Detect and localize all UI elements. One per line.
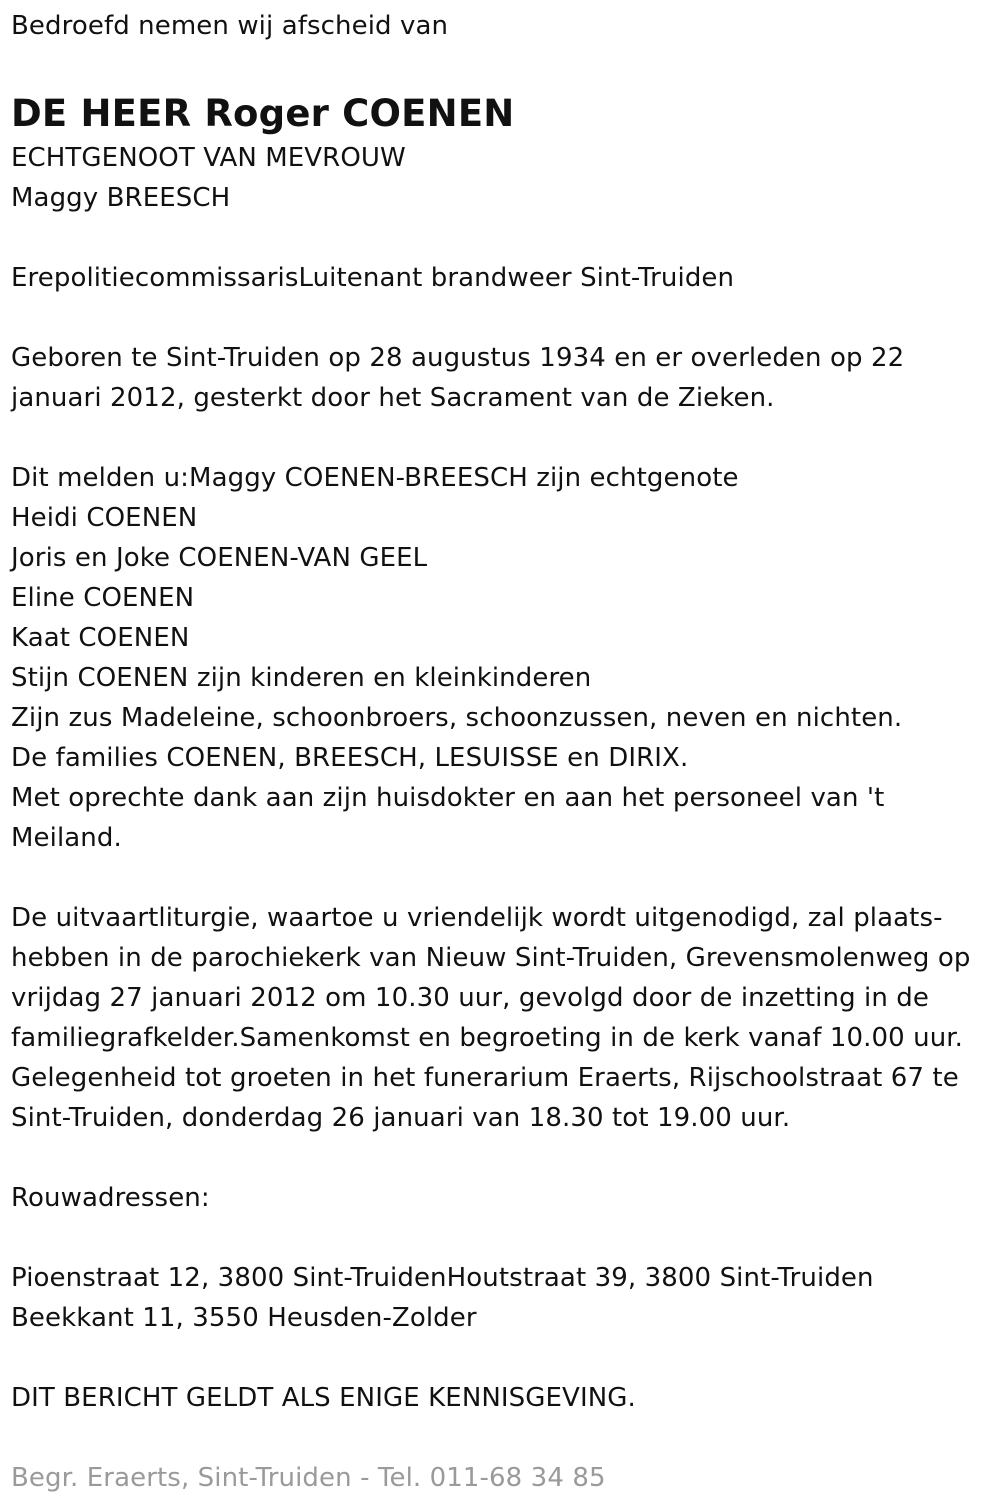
funeral-home-footer: Begr. Eraerts, Sint-Truiden - Tel. 011-68 34 85 [11, 1463, 606, 1493]
birth-death-line: januari 2012, gesterkt door het Sacrament van de Zieken. [11, 383, 775, 413]
birth-death-line: Geboren te Sint-Truiden op 28 augustus 1934 en er overleden op 22 [11, 343, 905, 373]
funeral-line: Sint-Truiden, donderdag 26 januari van 18.30 tot 19.00 uur. [11, 1103, 791, 1133]
funeral-section [11, 898, 991, 1138]
announcer-line: Joris en Joke COENEN-VAN GEEL [11, 543, 428, 573]
announcer-line: Dit melden u:Maggy COENEN-BREESCH zijn echtgenote [11, 463, 739, 493]
announcer-line: Stijn COENEN zijn kinderen en kleinkinderen [11, 663, 592, 693]
announcer-line: Meiland. [11, 823, 122, 853]
spacer [11, 1418, 991, 1458]
spouse-label: ECHTGENOOT VAN MEVROUW [11, 143, 406, 173]
funeral-line: De uitvaartliturgie, waartoe u vriendelijk wordt uitgenodigd, zal plaats- [11, 903, 943, 933]
announcer-line: Met oprechte dank aan zijn huisdokter en aan het personeel van 't [11, 783, 885, 813]
spacer [11, 1338, 991, 1378]
funeral-line: familiegrafkelder.Samenkomst en begroeting in de kerk vanaf 10.00 uur. [11, 1023, 964, 1053]
announcer-line: Eline COENEN [11, 583, 195, 613]
honorary-titles: ErepolitiecommissarisLuitenant brandweer Sint-Truiden [11, 263, 735, 293]
announcer-line: Kaat COENEN [11, 623, 190, 653]
spacer [11, 298, 991, 338]
spacer [11, 1218, 991, 1258]
addresses-label: Rouwadressen: [11, 1183, 210, 1213]
deceased-name: DE HEER Roger COENEN [11, 92, 515, 135]
spacer [11, 218, 991, 258]
announcers-section [11, 458, 991, 858]
addresses-section [11, 1258, 991, 1338]
announcer-line: De families COENEN, BREESCH, LESUISSE en DIRIX. [11, 743, 689, 773]
announcer-line: Heidi COENEN [11, 503, 198, 533]
funeral-line: Gelegenheid tot groeten in het funerarium Eraerts, Rijschoolstraat 67 te [11, 1063, 959, 1093]
spacer [11, 46, 991, 90]
spouse-name: Maggy BREESCH [11, 183, 231, 213]
announcer-line: Zijn zus Madeleine, schoonbroers, schoonzussen, neven en nichten. [11, 703, 903, 733]
funeral-line: vrijdag 27 januari 2012 om 10.30 uur, gevolgd door de inzetting in de [11, 983, 930, 1013]
address-line: Pioenstraat 12, 3800 Sint-TruidenHoutstraat 39, 3800 Sint-Truiden [11, 1263, 874, 1293]
address-line: Beekkant 11, 3550 Heusden-Zolder [11, 1303, 477, 1333]
obituary-notice [11, 6, 991, 1498]
birth-death-section [11, 338, 991, 418]
funeral-line: hebben in de parochiekerk van Nieuw Sint-Truiden, Grevensmolenweg op [11, 943, 971, 973]
spacer [11, 858, 991, 898]
spacer [11, 418, 991, 458]
notice-text: DIT BERICHT GELDT ALS ENIGE KENNISGEVING. [11, 1383, 636, 1413]
intro-text: Bedroefd nemen wij afscheid van [11, 11, 449, 41]
spacer [11, 1138, 991, 1178]
